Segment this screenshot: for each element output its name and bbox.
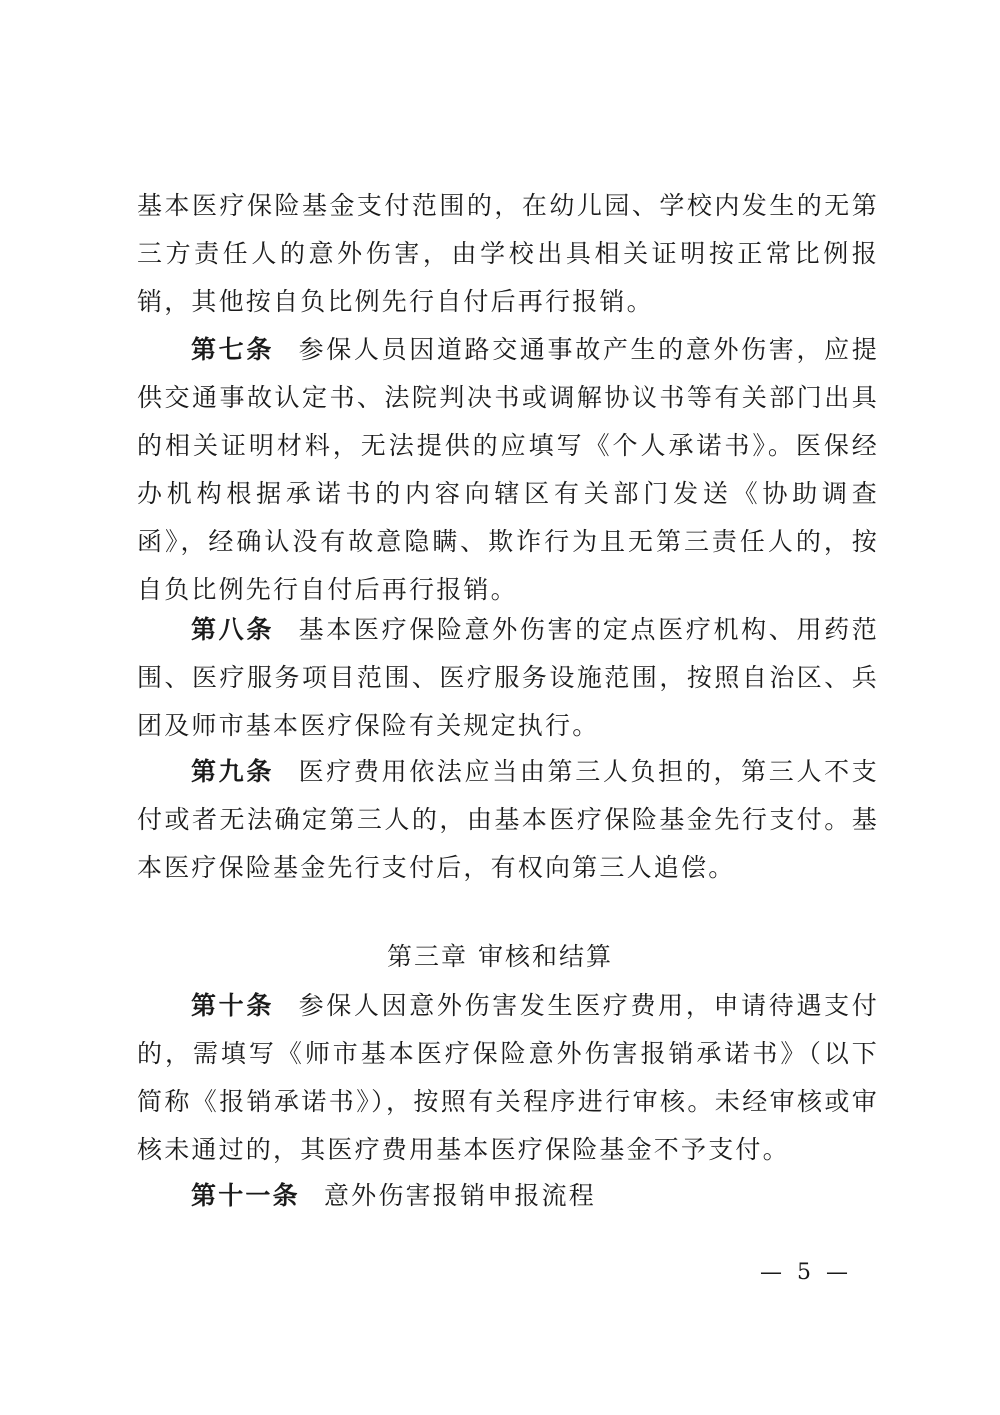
article-8-text: 基本医疗保险意外伤害的定点医疗机构、用药范围、医疗服务项目范围、医疗服务设施范围，按照自治区、兵团及师市基本医疗保险有关规定执行。 — [137, 615, 879, 740]
chapter-title: 第三章 审核和结算 — [387, 942, 613, 971]
article-8-heading: 第八条 — [191, 615, 274, 644]
article-7 — [137, 326, 879, 614]
article-8 — [137, 606, 879, 750]
article-9-heading: 第九条 — [191, 757, 274, 786]
article-7-text: 参保人员因道路交通事故产生的意外伤害，应提供交通事故认定书、法院判决书或调解协议书等有关部门出具的相关证明材料，无法提供的应填写《个人承诺书》。医保经办机构根据承诺书的内容向辖区有关部门发送《协助调查函》，经确认没有故意隐瞒、欺诈行为且无第三责任人的，按自负比例先行自付后再行报销。 — [137, 335, 879, 604]
article-11-heading: 第十一条 — [191, 1181, 300, 1210]
article-11-text: 意外伤害报销申报流程 — [323, 1181, 596, 1210]
article-10-text: 参保人因意外伤害发生医疗费用，申请待遇支付的，需填写《师市基本医疗保险意外伤害报销承诺书》（以下简称《报销承诺书》），按照有关程序进行审核。未经审核或审核未通过的，其医疗费用基本医疗保险基金不予支付。 — [137, 991, 879, 1164]
article-9-text: 医疗费用依法应当由第三人负担的，第三人不支付或者无法确定第三人的，由基本医疗保险基金先行支付。基本医疗保险基金先行支付后，有权向第三人追偿。 — [137, 757, 879, 882]
article-10-heading: 第十条 — [191, 991, 274, 1020]
paragraph-continuation — [137, 182, 879, 326]
page-number: — 5 — — [760, 1260, 852, 1285]
article-10 — [137, 982, 879, 1174]
article-9 — [137, 748, 879, 892]
paragraph-text: 基本医疗保险基金支付范围的，在幼儿园、学校内发生的无第三方责任人的意外伤害，由学校出具相关证明按正常比例报销，其他按自负比例先行自付后再行报销。 — [137, 191, 879, 316]
article-11 — [137, 1172, 879, 1220]
article-7-heading: 第七条 — [191, 335, 274, 364]
